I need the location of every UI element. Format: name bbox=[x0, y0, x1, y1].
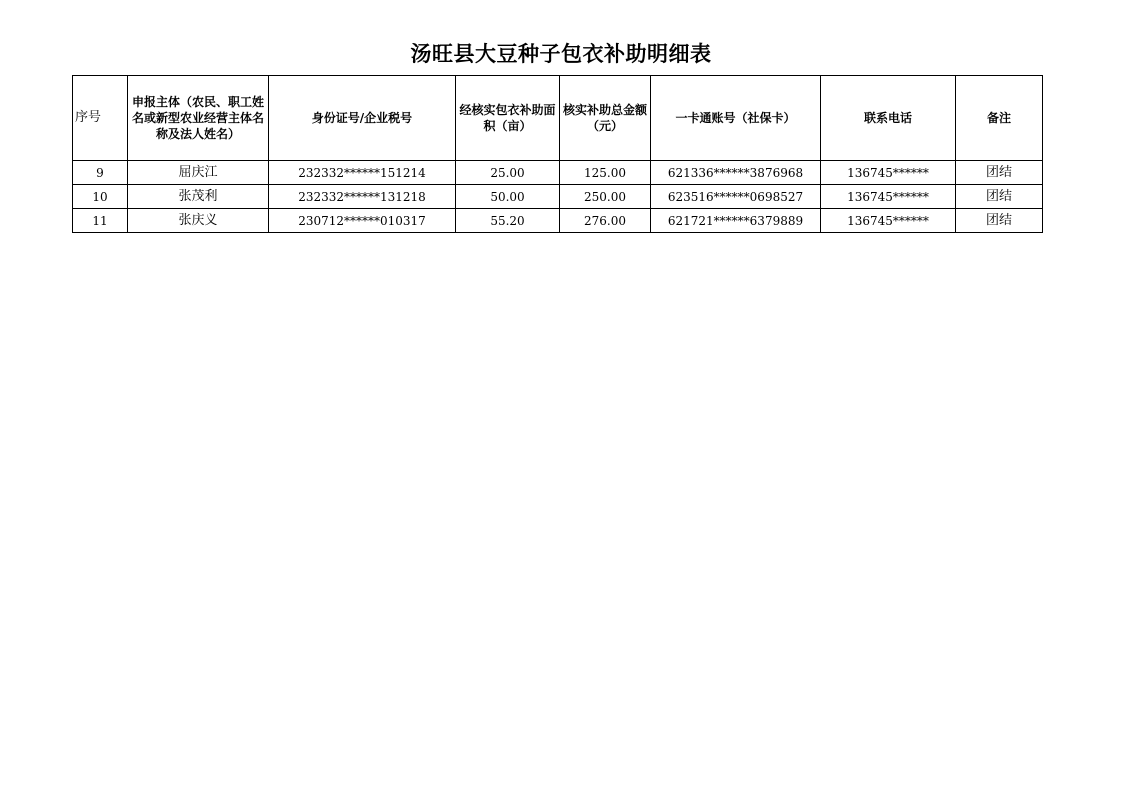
table-row bbox=[73, 161, 1043, 185]
header-row bbox=[73, 76, 1043, 161]
cell-seq: 11 bbox=[73, 209, 128, 233]
cell-remark: 团结 bbox=[956, 209, 1043, 233]
header-area: 经核实包衣补助面积（亩） bbox=[456, 76, 560, 161]
cell-remark: 团结 bbox=[956, 185, 1043, 209]
cell-area: 55.20 bbox=[456, 209, 560, 233]
cell-area: 50.00 bbox=[456, 185, 560, 209]
cell-name: 张庆义 bbox=[128, 209, 269, 233]
header-applicant: 申报主体（农民、职工姓名或新型农业经营主体名称及法人姓名） bbox=[128, 76, 269, 161]
header-seq: 序号 bbox=[73, 76, 128, 161]
cell-seq: 10 bbox=[73, 185, 128, 209]
cell-seq: 9 bbox=[73, 161, 128, 185]
cell-phone: 136745****** bbox=[821, 185, 956, 209]
cell-remark: 团结 bbox=[956, 161, 1043, 185]
cell-account: 621721******6379889 bbox=[651, 209, 821, 233]
subsidy-table bbox=[72, 75, 1043, 233]
cell-id-number: 232332******131218 bbox=[269, 185, 456, 209]
cell-amount: 250.00 bbox=[560, 185, 651, 209]
table-row bbox=[73, 209, 1043, 233]
cell-amount: 125.00 bbox=[560, 161, 651, 185]
cell-id-number: 230712******010317 bbox=[269, 209, 456, 233]
cell-phone: 136745****** bbox=[821, 209, 956, 233]
cell-name: 张茂利 bbox=[128, 185, 269, 209]
cell-name: 屈庆江 bbox=[128, 161, 269, 185]
header-account: 一卡通账号（社保卡） bbox=[651, 76, 821, 161]
cell-account: 623516******0698527 bbox=[651, 185, 821, 209]
cell-account: 621336******3876968 bbox=[651, 161, 821, 185]
cell-area: 25.00 bbox=[456, 161, 560, 185]
cell-amount: 276.00 bbox=[560, 209, 651, 233]
cell-phone: 136745****** bbox=[821, 161, 956, 185]
header-id-number: 身份证号/企业税号 bbox=[269, 76, 456, 161]
document-title: 汤旺县大豆种子包衣补助明细表 bbox=[410, 41, 712, 66]
header-phone: 联系电话 bbox=[821, 76, 956, 161]
header-remark: 备注 bbox=[956, 76, 1043, 161]
header-amount: 核实补助总金额（元） bbox=[560, 76, 651, 161]
table-row bbox=[73, 185, 1043, 209]
cell-id-number: 232332******151214 bbox=[269, 161, 456, 185]
